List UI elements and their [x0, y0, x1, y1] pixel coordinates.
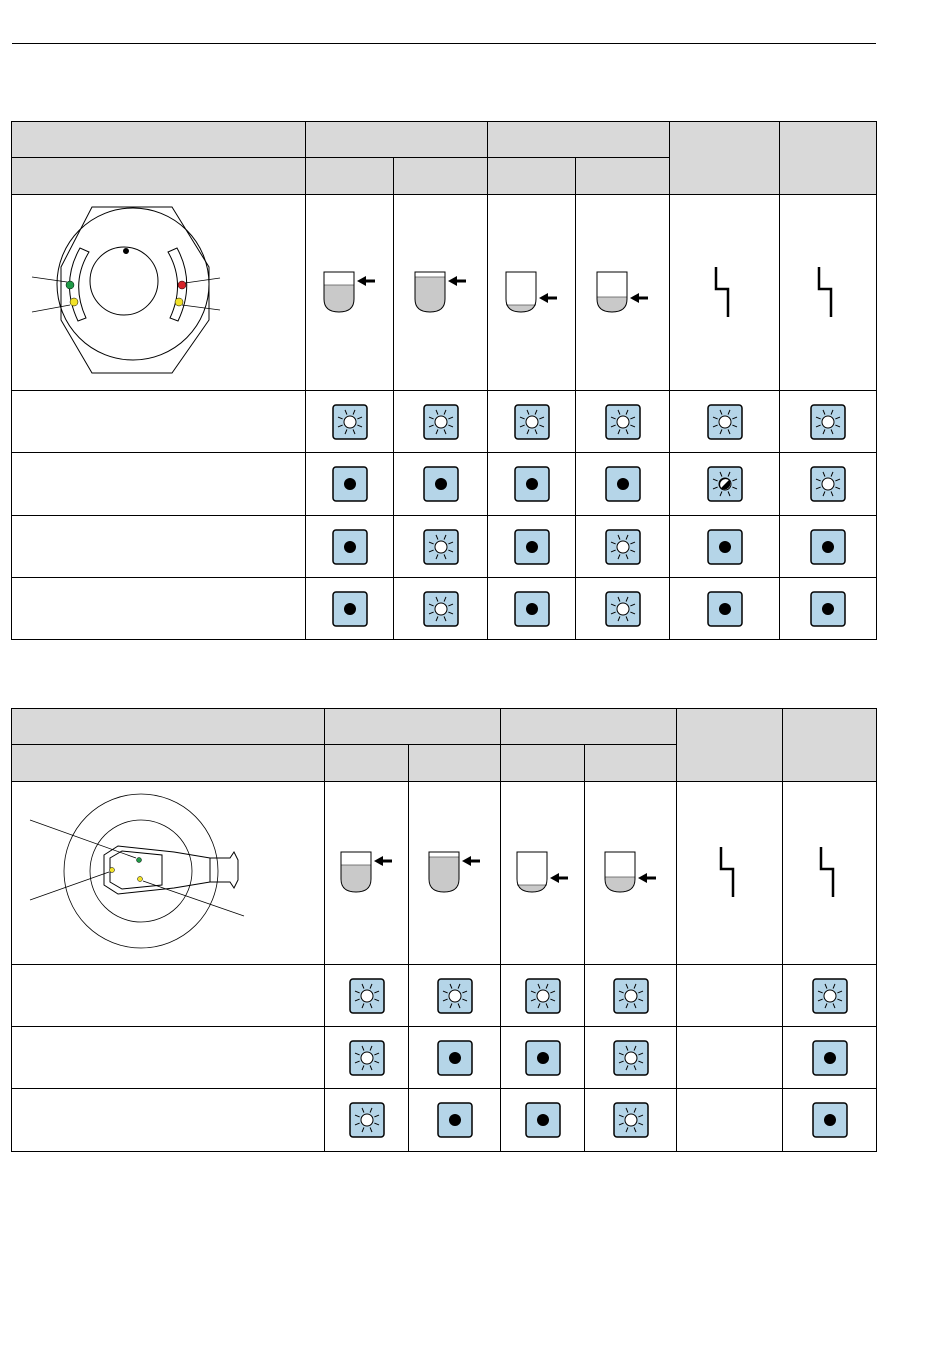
row-label-cell: [12, 1027, 325, 1089]
led-lit-icon: [349, 978, 385, 1014]
level-fullhigh-icon: [414, 271, 468, 315]
led-off-icon: [707, 591, 743, 627]
led-cell: [488, 391, 576, 453]
header-cell-group-2: [501, 709, 677, 745]
led-lit-icon: [613, 1102, 649, 1138]
led-row: [12, 965, 877, 1027]
level-half-icon: [604, 851, 658, 895]
led-cell: [780, 391, 877, 453]
header-cell-fault-1: [677, 709, 783, 782]
fault-symbol-icon: [815, 265, 841, 321]
row-label-cell: [12, 578, 306, 640]
level-symbol-cell: [409, 782, 501, 965]
header-cell-sub: [501, 745, 585, 782]
led-lit-icon: [605, 591, 641, 627]
led-off-icon: [332, 591, 368, 627]
yellow-led-icon: [138, 877, 143, 882]
device-top-view-diagram: [12, 782, 325, 964]
header-cell: [12, 122, 306, 158]
row-label-cell: [12, 516, 306, 578]
level-symbol-cell: [501, 782, 585, 965]
led-cell: [409, 965, 501, 1027]
led-cell: [394, 578, 488, 640]
led-cell: [576, 453, 670, 516]
led-cell: [670, 391, 780, 453]
led-off-icon: [812, 1040, 848, 1076]
led-cell: [306, 516, 394, 578]
led-lit-icon: [810, 404, 846, 440]
fault-symbol-cell: [677, 782, 783, 965]
led-row: [12, 1027, 877, 1089]
led-off-icon: [423, 466, 459, 502]
led-lit-icon: [349, 1040, 385, 1076]
led-cell: [585, 965, 677, 1027]
led-cell: [325, 965, 409, 1027]
header-cell: [12, 709, 325, 745]
led-off-icon: [332, 466, 368, 502]
led-cell: [488, 516, 576, 578]
header-cell-fault-1: [670, 122, 780, 195]
led-row: [12, 391, 877, 453]
yellow-led-icon: [70, 298, 78, 306]
led-off-icon: [514, 466, 550, 502]
led-cell: [306, 453, 394, 516]
led-cell: [325, 1089, 409, 1152]
led-lit-icon: [525, 978, 561, 1014]
led-off-icon: [525, 1040, 561, 1076]
led-cell: [780, 578, 877, 640]
led-off-icon: [514, 529, 550, 565]
row-label-cell: [12, 453, 306, 516]
yellow-led-icon: [175, 298, 183, 306]
green-led-icon: [137, 858, 142, 863]
level-symbol-cell: [488, 195, 576, 391]
device-image-cell: [12, 195, 306, 391]
level-empty-icon: [516, 851, 570, 895]
led-cell: [780, 516, 877, 578]
header-rule: [12, 43, 876, 44]
led-lit-icon: [423, 404, 459, 440]
row-label-cell: [12, 391, 306, 453]
led-lit-icon: [423, 529, 459, 565]
led-cell: [585, 1089, 677, 1152]
level-fullhigh-icon: [428, 851, 482, 895]
row-label-cell: [12, 1089, 325, 1152]
led-cell: [677, 1089, 783, 1152]
header-cell-group-1: [306, 122, 488, 158]
led-lit-icon: [423, 591, 459, 627]
led-cell: [325, 1027, 409, 1089]
led-lit-icon: [810, 466, 846, 502]
led-lit-icon: [707, 404, 743, 440]
device-image-cell: [12, 782, 325, 965]
led-off-icon: [810, 529, 846, 565]
header-cell-sub: [394, 158, 488, 195]
led-cell: [488, 578, 576, 640]
fault-symbol-icon: [817, 845, 843, 901]
fault-symbol-cell: [670, 195, 780, 391]
led-cell: [670, 453, 780, 516]
led-cell: [670, 516, 780, 578]
led-cell: [501, 1089, 585, 1152]
led-cell: [394, 453, 488, 516]
fault-symbol-icon: [712, 265, 738, 321]
led-off-icon: [332, 529, 368, 565]
led-cell: [585, 1027, 677, 1089]
led-cell: [501, 1027, 585, 1089]
header-cell-sub: [325, 745, 409, 782]
led-lit-icon: [605, 529, 641, 565]
led-cell: [670, 578, 780, 640]
led-cell: [394, 391, 488, 453]
yellow-led-icon: [110, 868, 115, 873]
led-lit-icon: [349, 1102, 385, 1138]
led-lit-icon: [514, 404, 550, 440]
led-row: [12, 578, 877, 640]
led-cell: [677, 965, 783, 1027]
led-off-icon: [525, 1102, 561, 1138]
led-cell: [783, 1027, 877, 1089]
led-lit-icon: [605, 404, 641, 440]
header-cell-group-2: [488, 122, 670, 158]
level-symbol-cell: [306, 195, 394, 391]
header-cell-sub: [409, 745, 501, 782]
led-lit-icon: [812, 978, 848, 1014]
led-cell: [394, 516, 488, 578]
header-cell-fault-2: [780, 122, 877, 195]
led-cell: [780, 453, 877, 516]
fault-symbol-cell: [783, 782, 877, 965]
led-lit-icon: [332, 404, 368, 440]
led-cell: [501, 965, 585, 1027]
led-off-icon: [437, 1040, 473, 1076]
header-cell-sub: [488, 158, 576, 195]
led-lit-icon: [437, 978, 473, 1014]
led-off-icon: [810, 591, 846, 627]
led-off-icon: [514, 591, 550, 627]
fault-symbol-icon: [717, 845, 743, 901]
led-off-icon: [812, 1102, 848, 1138]
led-cell: [576, 516, 670, 578]
led-status-table-2: [11, 708, 877, 1152]
header-cell-sub: [306, 158, 394, 195]
led-lit-icon: [613, 1040, 649, 1076]
header-cell-sub: [12, 745, 325, 782]
led-off-icon: [605, 466, 641, 502]
level-symbol-cell: [325, 782, 409, 965]
led-row: [12, 453, 877, 516]
header-cell-group-1: [325, 709, 501, 745]
led-cell: [677, 1027, 783, 1089]
led-status-table-1: [11, 121, 877, 640]
led-cell: [409, 1089, 501, 1152]
level-half-icon: [596, 271, 650, 315]
led-flashing-icon: [707, 466, 743, 502]
header-cell-sub: [576, 158, 670, 195]
level-symbol-cell: [394, 195, 488, 391]
level-full-icon: [323, 271, 377, 315]
led-lit-icon: [613, 978, 649, 1014]
row-label-cell: [12, 965, 325, 1027]
led-cell: [306, 578, 394, 640]
header-cell-fault-2: [783, 709, 877, 782]
led-off-icon: [707, 529, 743, 565]
header-cell-sub: [12, 158, 306, 195]
header-cell-sub: [585, 745, 677, 782]
led-cell: [783, 965, 877, 1027]
red-led-icon: [178, 281, 186, 289]
led-off-icon: [437, 1102, 473, 1138]
green-led-icon: [66, 281, 74, 289]
level-symbol-cell: [585, 782, 677, 965]
led-cell: [783, 1089, 877, 1152]
led-row: [12, 516, 877, 578]
level-full-icon: [340, 851, 394, 895]
led-cell: [576, 391, 670, 453]
led-cell: [576, 578, 670, 640]
device-front-view-diagram: [12, 195, 306, 390]
fault-symbol-cell: [780, 195, 877, 391]
led-cell: [409, 1027, 501, 1089]
level-symbol-cell: [576, 195, 670, 391]
level-empty-icon: [505, 271, 559, 315]
led-row: [12, 1089, 877, 1152]
led-cell: [306, 391, 394, 453]
led-cell: [488, 453, 576, 516]
